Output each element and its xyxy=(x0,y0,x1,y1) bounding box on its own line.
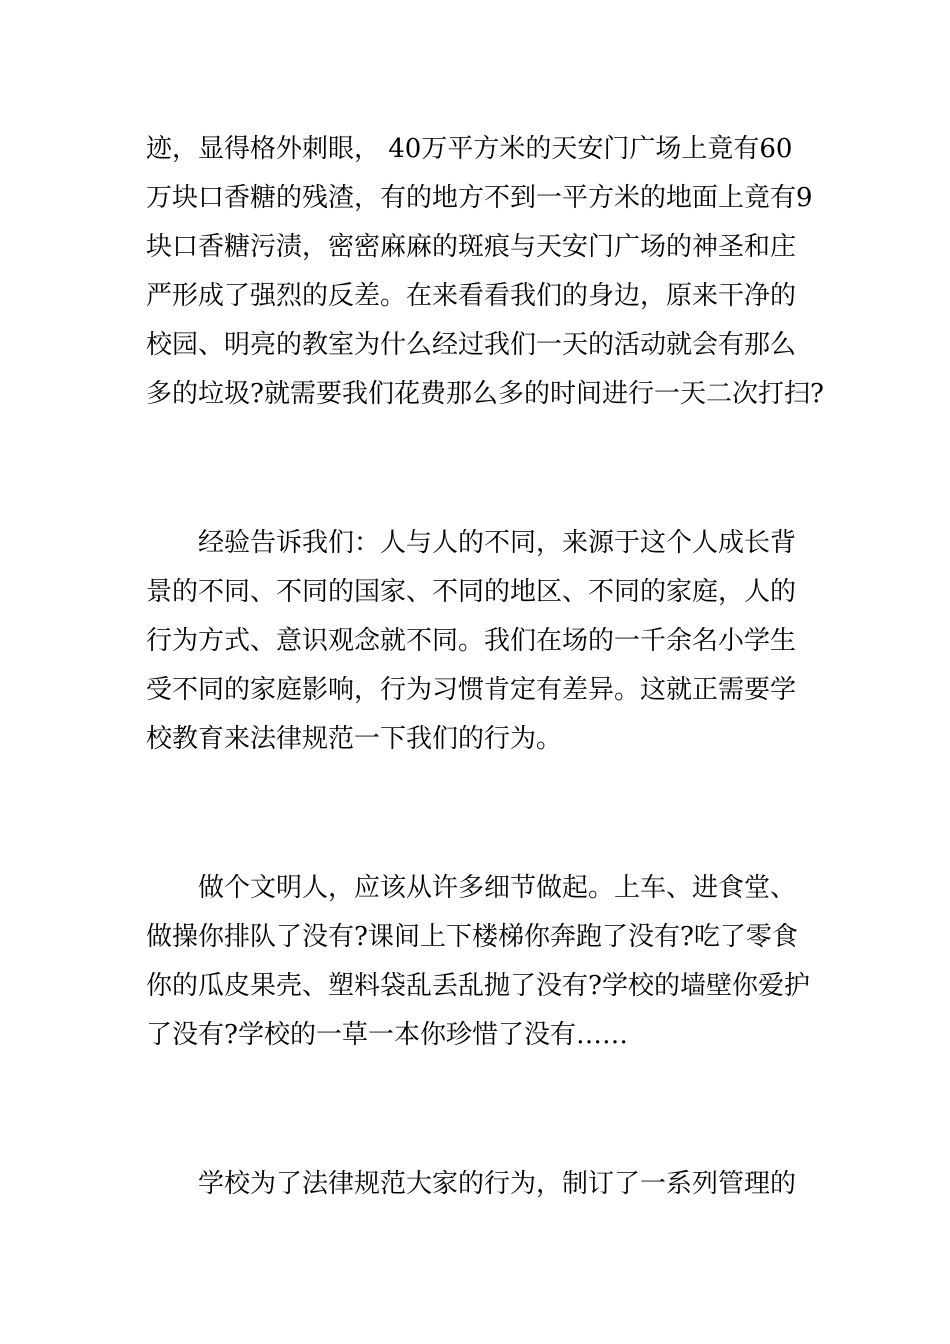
paragraph-3-line-4: 了没有?学校的一草一本你珍惜了没有…… xyxy=(146,1020,628,1050)
paragraph-1-line-2: 万块口香糖的残渣，有的地方不到一平方米的地面上竟有9 xyxy=(146,183,813,213)
paragraph-1-line-1: 迹，显得格外刺眼， 40万平方米的天安门广场上竟有60 xyxy=(146,134,793,164)
paragraph-1-line-5: 校园、明亮的教室为什么经过我们一天的活动就会有那么 xyxy=(146,330,797,360)
paragraph-2-line-3: 行为方式、意识观念就不同。我们在场的一千余名小学生 xyxy=(146,626,797,656)
paragraph-3-line-1: 做个文明人，应该从许多细节做起。上车、进食堂、 xyxy=(198,873,797,903)
paragraph-1-line-6: 多的垃圾?就需要我们花费那么多的时间进行一天二次打扫? xyxy=(146,379,824,409)
paragraph-3-line-2: 做操你排队了没有?课间上下楼梯你奔跑了没有?吃了零食 xyxy=(146,922,798,952)
paragraph-3-line-3: 你的瓜皮果壳、塑料袋乱丢乱抛了没有?学校的墙壁你爱护 xyxy=(146,971,810,1001)
paragraph-4-line-1: 学校为了法律规范大家的行为，制订了一系列管理的 xyxy=(198,1169,797,1199)
paragraph-1-line-3: 块口香糖污渍，密密麻麻的斑痕与天安门广场的神圣和庄 xyxy=(146,232,797,262)
paragraph-1-line-4: 严形成了强烈的反差。在来看看我们的身边，原来干净的 xyxy=(146,281,797,311)
paragraph-2-line-2: 景的不同、不同的国家、不同的地区、不同的家庭，人的 xyxy=(146,577,797,607)
paragraph-2-line-1: 经验告诉我们：人与人的不同，来源于这个人成长背 xyxy=(198,528,797,558)
paragraph-2-line-4: 受不同的家庭影响，行为习惯肯定有差异。这就正需要学 xyxy=(146,675,797,705)
paragraph-2-line-5: 校教育来法律规范一下我们的行为。 xyxy=(146,724,563,754)
